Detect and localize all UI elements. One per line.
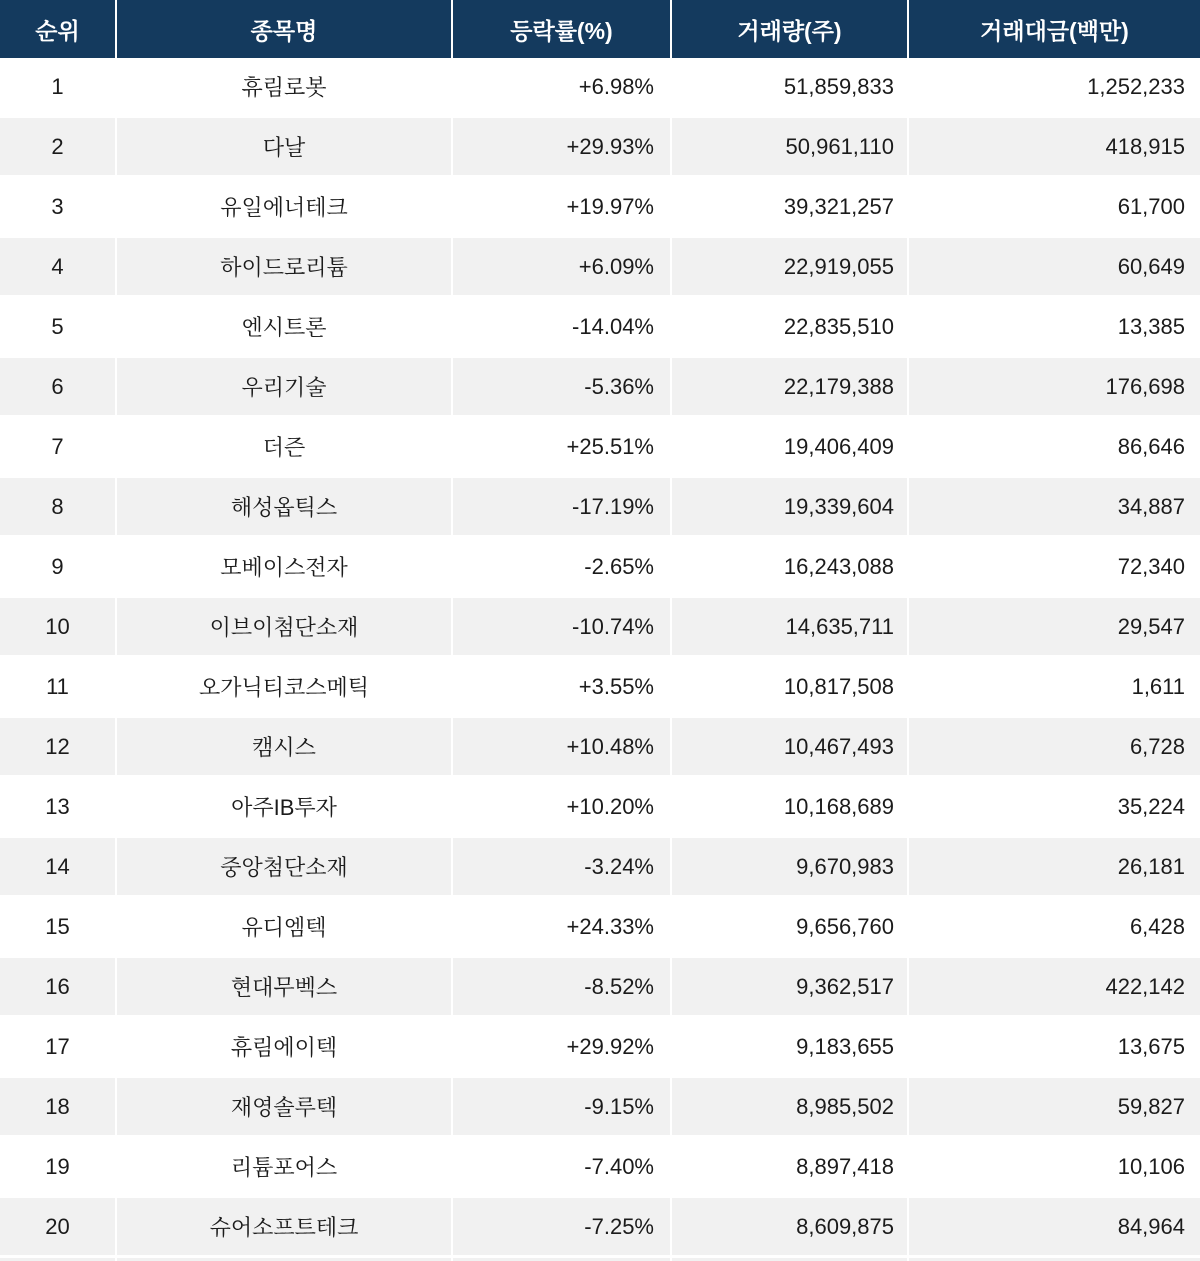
table-header-row	[0, 0, 1200, 58]
cell-name: 아주IB투자	[117, 778, 453, 838]
table-row	[0, 478, 1200, 538]
table-row	[0, 718, 1200, 778]
cell-volume: 16,243,088	[672, 538, 909, 598]
cell-volume: 8,897,418	[672, 1138, 909, 1198]
table-row	[0, 1078, 1200, 1138]
table-row	[0, 598, 1200, 658]
header-name: 종목명	[117, 0, 453, 58]
cell-value: 34,887	[909, 478, 1200, 538]
cell-volume: 9,670,983	[672, 838, 909, 898]
cell-change: +10.48%	[453, 718, 672, 778]
cell-change: -7.25%	[453, 1198, 672, 1258]
cell-value: 59,827	[909, 1078, 1200, 1138]
table-row	[0, 298, 1200, 358]
cell-volume: 10,168,689	[672, 778, 909, 838]
cell-change: +29.93%	[453, 118, 672, 178]
cell-value: 29,547	[909, 598, 1200, 658]
cell-volume: 50,961,110	[672, 118, 909, 178]
table-row	[0, 238, 1200, 298]
cell-value: 6,728	[909, 718, 1200, 778]
cell-rank: 1	[0, 58, 117, 118]
cell-name: 유일에너테크	[117, 178, 453, 238]
cell-change: -3.24%	[453, 838, 672, 898]
cell-value: 35,224	[909, 778, 1200, 838]
cell-volume: 19,406,409	[672, 418, 909, 478]
cell-name: 더즌	[117, 418, 453, 478]
cell-rank: 10	[0, 598, 117, 658]
cell-name: 모베이스전자	[117, 538, 453, 598]
cell-rank: 18	[0, 1078, 117, 1138]
cell-rank: 16	[0, 958, 117, 1018]
cell-name: 휴림로봇	[117, 58, 453, 118]
cell-change: +3.55%	[453, 658, 672, 718]
cell-volume: 8,609,875	[672, 1198, 909, 1258]
cell-rank: 7	[0, 418, 117, 478]
cell-rank: 12	[0, 718, 117, 778]
cell-change: +29.92%	[453, 1018, 672, 1078]
cell-value: 72,340	[909, 538, 1200, 598]
cell-change: +25.51%	[453, 418, 672, 478]
cell-value: 6,428	[909, 898, 1200, 958]
table-row	[0, 418, 1200, 478]
table-row	[0, 178, 1200, 238]
cell-change: -7.40%	[453, 1138, 672, 1198]
cell-name: 유디엠텍	[117, 898, 453, 958]
cell-change: -2.65%	[453, 538, 672, 598]
cell-volume: 19,339,604	[672, 478, 909, 538]
header-volume: 거래량(주)	[672, 0, 909, 58]
cell-rank: 8	[0, 478, 117, 538]
cell-name: 재영솔루텍	[117, 1078, 453, 1138]
table-row	[0, 118, 1200, 178]
cell-value: 60,649	[909, 238, 1200, 298]
cell-value: 13,385	[909, 298, 1200, 358]
table-row	[0, 1018, 1200, 1078]
table-row	[0, 838, 1200, 898]
cell-change: +10.20%	[453, 778, 672, 838]
cell-name: 오가닉티코스메틱	[117, 658, 453, 718]
header-value: 거래대금(백만)	[909, 0, 1200, 58]
table-row	[0, 538, 1200, 598]
cell-change: -9.15%	[453, 1078, 672, 1138]
cell-name: 우리기술	[117, 358, 453, 418]
table-row	[0, 58, 1200, 118]
cell-value: 422,142	[909, 958, 1200, 1018]
cell-value: 1,252,233	[909, 58, 1200, 118]
cell-rank: 9	[0, 538, 117, 598]
cell-volume: 39,321,257	[672, 178, 909, 238]
cell-change: -17.19%	[453, 478, 672, 538]
cell-value: 26,181	[909, 838, 1200, 898]
cell-rank: 5	[0, 298, 117, 358]
cell-volume: 9,656,760	[672, 898, 909, 958]
cell-change: +19.97%	[453, 178, 672, 238]
cell-change: +24.33%	[453, 898, 672, 958]
cell-value: 86,646	[909, 418, 1200, 478]
table-row	[0, 1198, 1200, 1258]
cell-volume: 9,362,517	[672, 958, 909, 1018]
cell-name: 해성옵틱스	[117, 478, 453, 538]
cell-value: 84,964	[909, 1198, 1200, 1258]
cell-rank: 19	[0, 1138, 117, 1198]
cell-name: 이브이첨단소재	[117, 598, 453, 658]
cell-name: 다날	[117, 118, 453, 178]
table-row	[0, 778, 1200, 838]
cell-rank: 17	[0, 1018, 117, 1078]
cell-volume: 10,467,493	[672, 718, 909, 778]
cell-rank: 6	[0, 358, 117, 418]
table-row	[0, 898, 1200, 958]
table-row	[0, 958, 1200, 1018]
cell-name: 현대무벡스	[117, 958, 453, 1018]
header-rank: 순위	[0, 0, 117, 58]
cell-name: 휴림에이텍	[117, 1018, 453, 1078]
cell-rank: 3	[0, 178, 117, 238]
cell-rank: 13	[0, 778, 117, 838]
cell-volume: 9,183,655	[672, 1018, 909, 1078]
cell-rank: 20	[0, 1198, 117, 1258]
cell-value: 13,675	[909, 1018, 1200, 1078]
cell-value: 1,611	[909, 658, 1200, 718]
cell-change: -5.36%	[453, 358, 672, 418]
cell-value: 176,698	[909, 358, 1200, 418]
cell-name: 하이드로리튬	[117, 238, 453, 298]
cell-name: 엔시트론	[117, 298, 453, 358]
cell-rank: 11	[0, 658, 117, 718]
cell-name: 리튬포어스	[117, 1138, 453, 1198]
cell-volume: 8,985,502	[672, 1078, 909, 1138]
cell-rank: 14	[0, 838, 117, 898]
cell-value: 10,106	[909, 1138, 1200, 1198]
cell-change: +6.98%	[453, 58, 672, 118]
cell-volume: 22,919,055	[672, 238, 909, 298]
cell-rank: 4	[0, 238, 117, 298]
table-row	[0, 658, 1200, 718]
cell-change: +6.09%	[453, 238, 672, 298]
cell-rank: 15	[0, 898, 117, 958]
cell-volume: 22,835,510	[672, 298, 909, 358]
table-row	[0, 1138, 1200, 1198]
cell-volume: 22,179,388	[672, 358, 909, 418]
cell-value: 418,915	[909, 118, 1200, 178]
cell-value: 61,700	[909, 178, 1200, 238]
table-row	[0, 358, 1200, 418]
cell-name: 슈어소프트테크	[117, 1198, 453, 1258]
cell-volume: 14,635,711	[672, 598, 909, 658]
cell-name: 중앙첨단소재	[117, 838, 453, 898]
cell-change: -14.04%	[453, 298, 672, 358]
cell-rank: 2	[0, 118, 117, 178]
header-change: 등락률(%)	[453, 0, 672, 58]
cell-change: -10.74%	[453, 598, 672, 658]
cell-change: -8.52%	[453, 958, 672, 1018]
cell-volume: 51,859,833	[672, 58, 909, 118]
cell-volume: 10,817,508	[672, 658, 909, 718]
cell-name: 캠시스	[117, 718, 453, 778]
